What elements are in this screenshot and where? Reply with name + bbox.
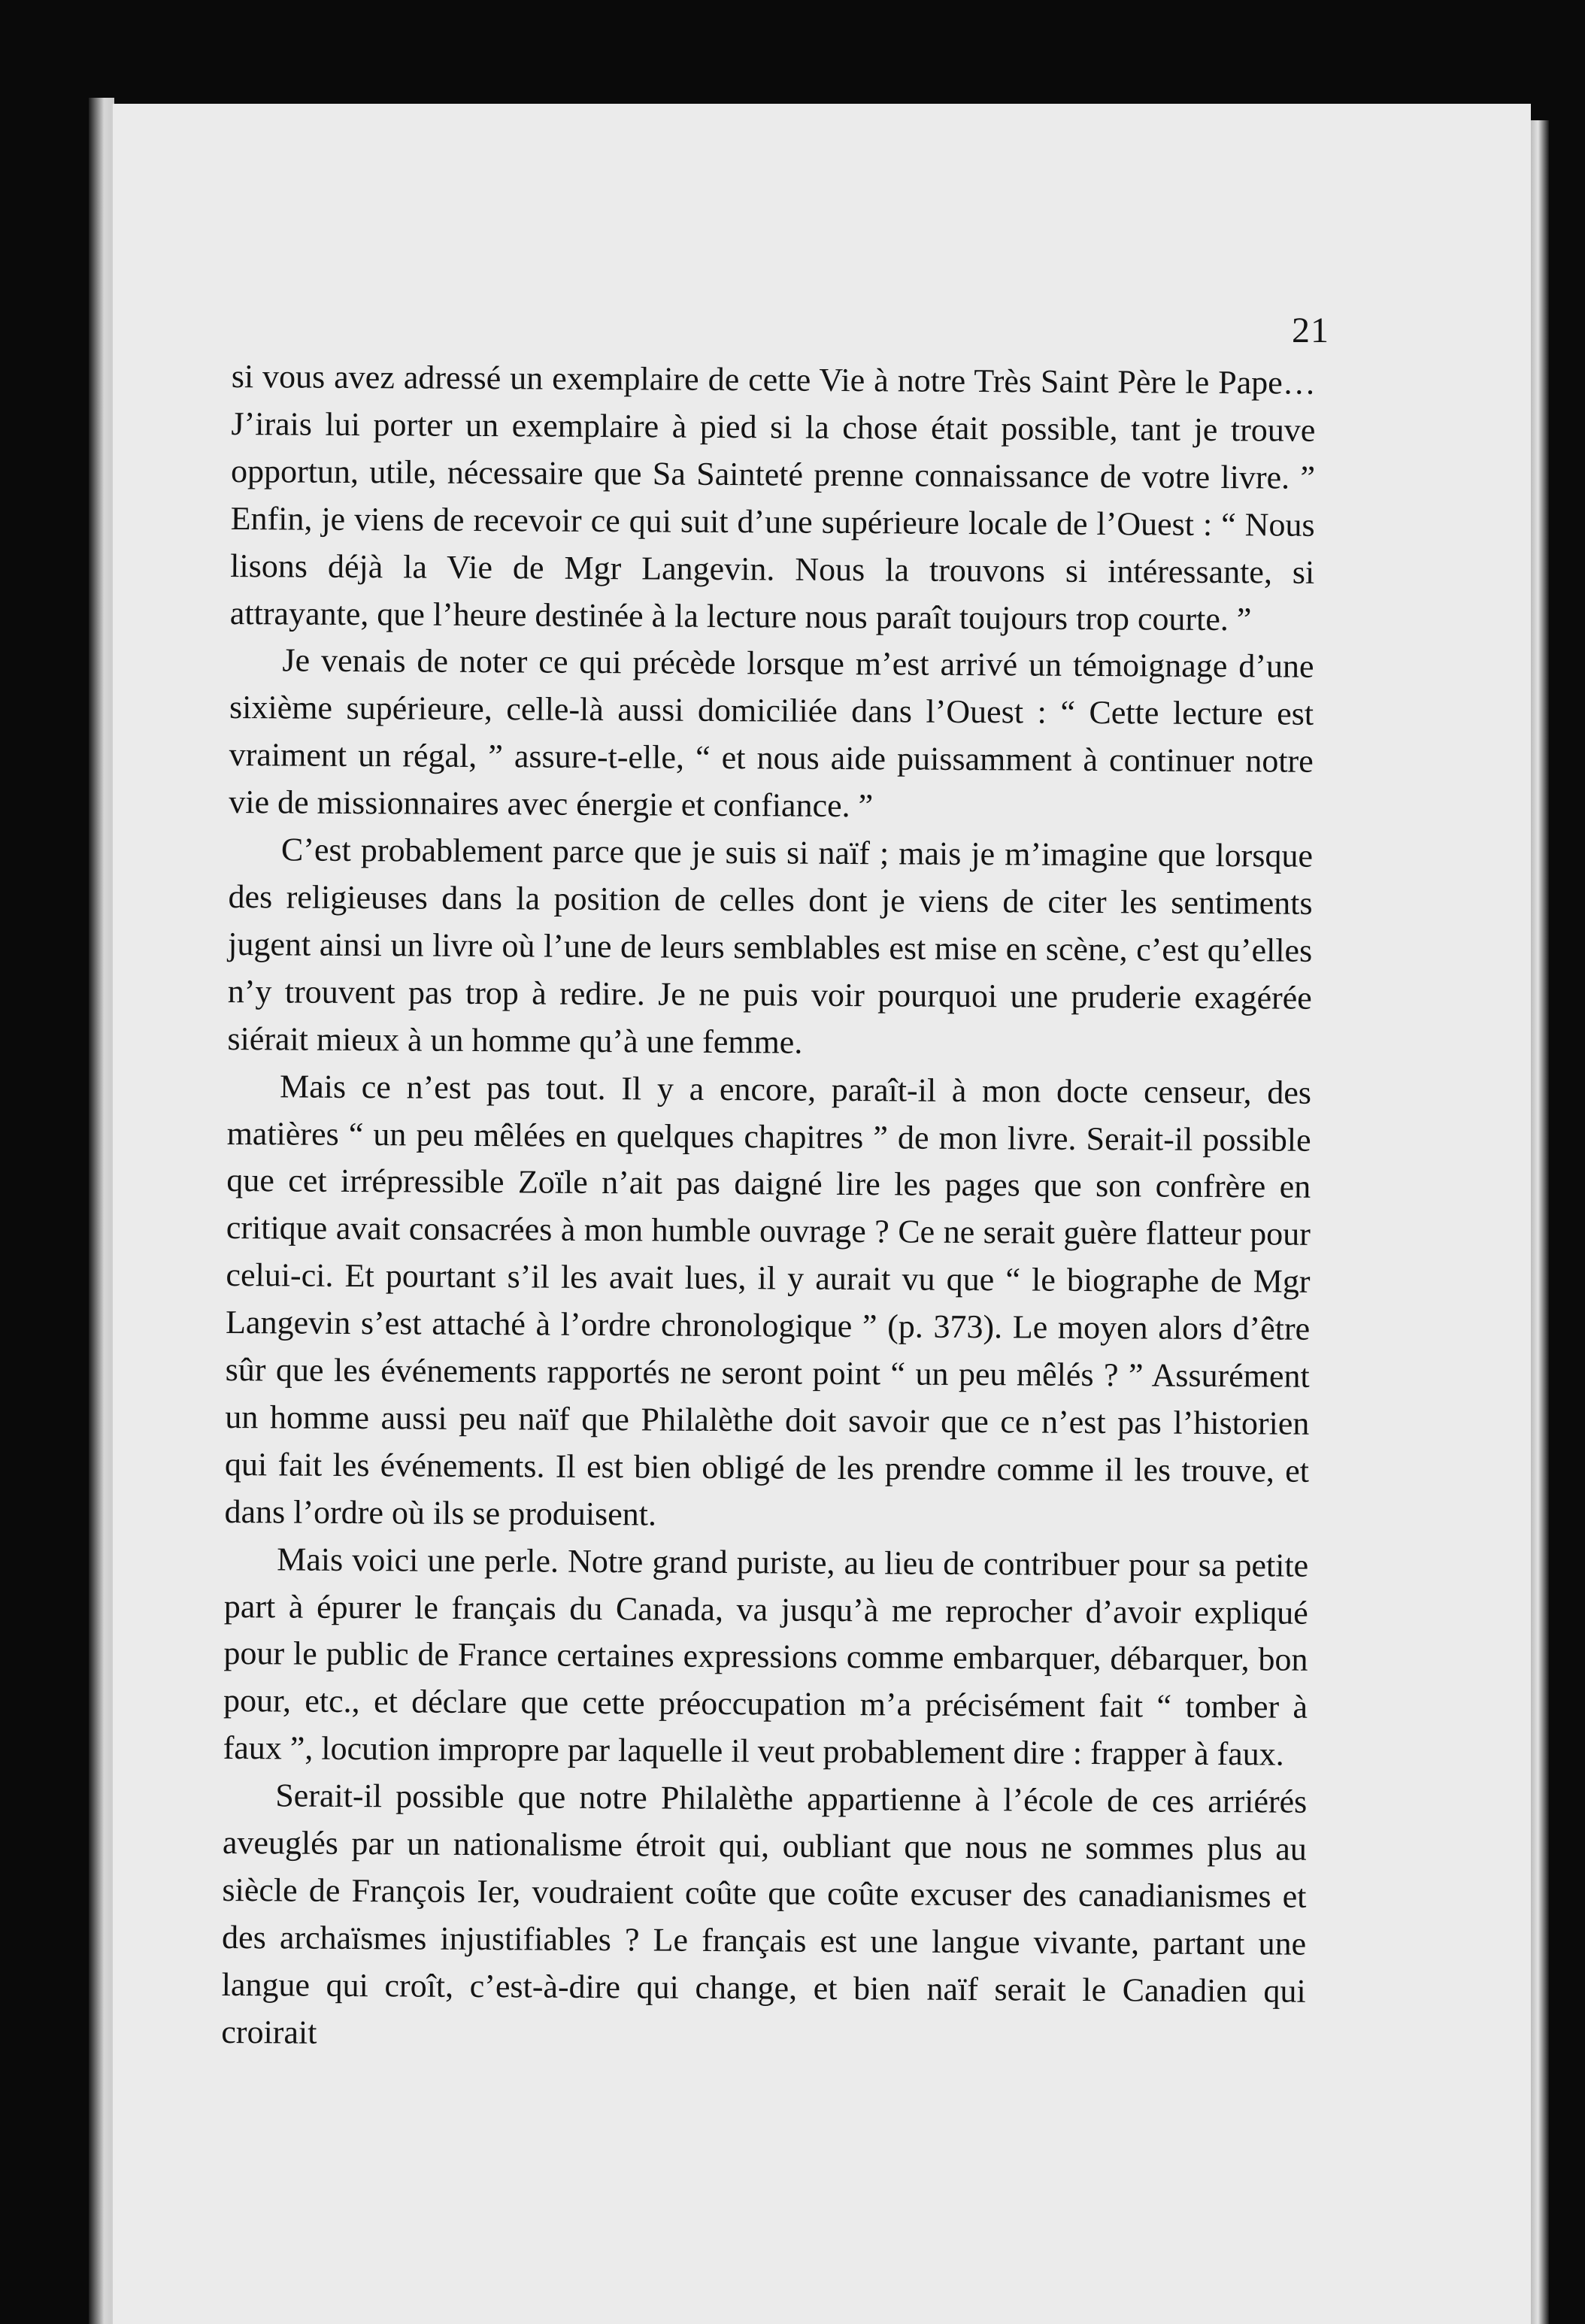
page-number: 21 (1292, 311, 1329, 350)
page-right-edge (1531, 120, 1549, 2324)
body-text (221, 353, 1316, 2062)
paragraph: C’est probablement parce que je suis si naïf ; mais je m’imagine que lorsque des religieuses dans la position de celles dont je viens de citer les sentiments jugent ainsi un livre où l’une de leurs semblables est mise en scène, c’est qu’elles n’y trouvent pas trop à redire. Je ne puis voir pourquoi une pruderie exagérée siérait mieux à un homme qu’à une femme. (227, 831, 1314, 1061)
paragraph: Je venais de noter ce qui précède lorsque m’est arrivé un témoignage d’une sixième supérieure, celle-là aussi domiciliée dans l’Ouest : “ Cette lecture est vraiment un régal, ” assure-t-elle, “ et nous aide puissamment à continuer notre vie de missionnaires avec énergie et confiance. ” (229, 641, 1314, 825)
paragraph: si vous avez adressé un exemplaire de cette Vie à notre Très Saint Père le Pape… J’irais lui porter un exemplaire à pied si la chose était possible, tant je trouve opportun, utile, nécessaire que Sa Sainteté prenne connaissance de votre livre. ” Enfin, je viens de recevoir ce qui suit d’une supérieure locale de l’Ouest : “ Nous lisons déjà la Vie de Mgr Langevin. Nous la trouvons si intéressante, si attrayante, que l’heure destinée à la lecture nous paraît toujours trop courte. ” (229, 357, 1316, 638)
binding-edge (89, 98, 114, 2324)
paragraph: Mais voici une perle. Notre grand puriste, au lieu de contribuer pour sa petite part à épurer le français du Canada, va jusqu’à me reprocher d’avoir expliqué pour le public de France certaines expressions comme embarquer, débarquer, bon pour, etc., et déclare que cette préoccupation m’a précisément fait “ tomber à faux ”, locution impropre par laquelle il veut probablement dire : frapper à faux. (223, 1541, 1309, 1773)
paragraph: Serait-il possible que notre Philalèthe appartienne à l’école de ces arriérés aveuglés par un nationalisme étroit qui, oubliant que nous ne sommes plus au siècle de François Ier, voudraient coûte que coûte excuser des canadianismes et des archaïsmes injustifiables ? Le français est une langue vivante, partant une langue qui croît, c’est-à-dire qui change, et bien naïf serait le Canadien qui croirait (221, 1777, 1308, 2051)
paragraph: Mais ce n’est pas tout. Il y a encore, paraît-il à mon docte censeur, des matières “ un peu mêlées en quelques chapitres ” de mon livre. Serait-il possible que cet irrépressible Zoïle n’ait pas daigné lire les pages que son confrère en critique avait consacrées à mon humble ouvrage ? Ce ne serait guère flatteur pour celui-ci. Et pourtant s’il les avait lues, il y aurait vu que “ le biographe de Mgr Langevin s’est attaché à l’ordre chronologique ” (p. 373). Le moyen alors d’être sûr que les événements rapportés ne seront point “ un peu mêlés ? ” Assurément un homme aussi peu naïf que Philalèthe doit savoir que ce n’est pas l’historien qui fait les événements. Il est bien obligé de les prendre comme il les trouve, et dans l’ordre où ils se produisent. (224, 1068, 1312, 1533)
